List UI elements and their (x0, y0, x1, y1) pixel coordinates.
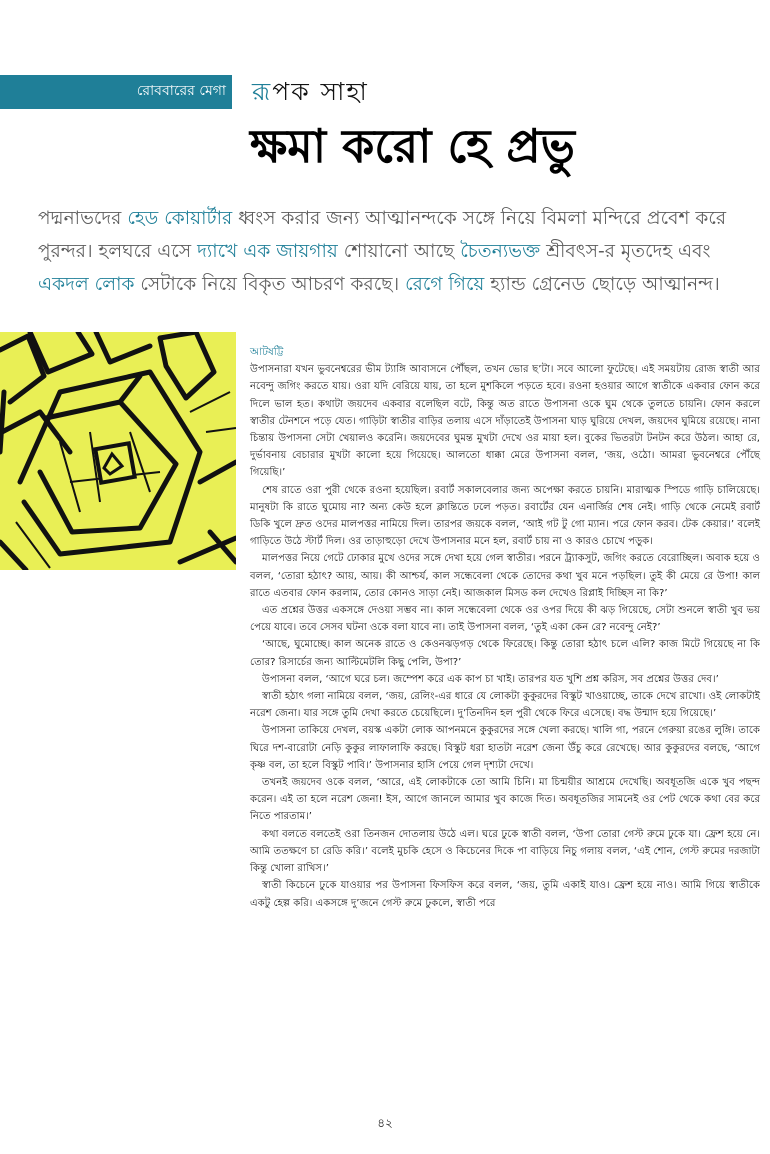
page-number: ৪২ (377, 1116, 393, 1130)
series-label: রোববারের মেগা (136, 83, 226, 99)
author-rest: পক সাহা (272, 77, 369, 106)
highlight-phrase: হেড কোয়ার্টার (127, 208, 233, 229)
paragraph: শেষ রাতে ওরা পুরী থেকে রওনা হয়েছিল। রবার্ট সকালবেলার জন্য অপেক্ষা করতে চায়নি। মারাত্মক স্পিডে গাড়ি চালিয়েছে। মানুষটা কি রাতে ঘুমোয় না? অন্য কেউ হলে ক্লান্তিতে ঢলে পড়ত। রবার্টের যেন এনার্জির শেষ নেই। গাড়ি থেকে নেমেই রবার্ট ডিকি খুলে দ্রুত ওদের মালপত্তর নামিয়ে দিল। তারপর জয়কে বলল, ‘আই গট টু গো ম্যান। পরে ফোন করব। টেক কেয়ার।’ বলেই গাড়িতে উঠে স্টার্ট দিল। ওর তাড়াহুড়ো দেখে উপাসনার মনে হল, রবার্ট চায় না ও কারও চোখে পড়ুক। (250, 484, 760, 548)
author-initial: রূ (252, 77, 273, 106)
paragraph: স্বাতী কিচেনে ঢুকে যাওয়ার পর উপাসনা ফিসফিস করে বলল, ‘জয়, তুমি একাই যাও। ফ্রেশ হয়ে নাও। আমি গিয়ে স্বাতীকে একটু হেল্প করি। একসঙ্গে দু’জনে গেস্ট রুমে ঢুকলে, স্বাতী পরে (250, 880, 760, 909)
author-name (252, 72, 369, 115)
paragraph: উপাসনারা যখন ভুবনেশ্বরের ভীম ট্যাঙ্গি আবাসনে পৌঁছল, তখন ভোর ছ’টা। সবে আলো ফুটেছে। এই সময়টায় রোজ স্বাতী আর নবেন্দু জগিং করতে যায়। ওরা যদি বেরিয়ে যায়, তা হলে মুশকিলে পড়তে হবে। রওনা হওয়ার আগে স্বাতীকে একবার ফোন করে দিলে ভাল হত। কথাটা জয়দেব একবার বলেছিল বটে, কিন্তু অত রাতে উপাসনা ওকে ঘুম থেকে তুলতে চায়নি। ফোন করলে স্বাতীর টেনশনে পড়ে যেত। গাড়িটা স্বাতীর বাড়ির তলায় এসে দাঁড়াতেই উপাসনা ঘাড় ঘুরিয়ে দেখল, জয়দেব ঘুমিয়ে রয়েছে। নানা চিন্তায় উপাসনা সেটা খেয়ালও করেনি। জয়দেবের ঘুমন্ত মুখটা দেখে ওর মায়া হল। বুকের ভিতরটা টনটন করে উঠল। আহা রে, দুর্ভাবনায় বেচারার মুখটা কালো হয়ে গিয়েছে। আলতো ধাক্কা মেরে উপাসনা বলল, ‘জয়, ওঠো। আমরা ভুবনেশ্বরে পৌঁছে গিয়েছি।’ (250, 364, 760, 479)
paragraph: এত প্রশ্নের উত্তর একসঙ্গে দেওয়া সম্ভব না। কাল সন্ধেবেলা থেকে ওর ওপর দিয়ে কী ঝড় গিয়েছে, সেটা শুনলে স্বাতী খুব ভয় পেয়ে যাবে। তবে সেসব ঘটনা ওকে বলা যাবে না। তাই উপাসনা বলল, ‘তুই একা কেন রে? নবেন্দু নেই?’ (250, 605, 760, 634)
paragraph: মালপত্তর নিয়ে গেটে ঢোকার মুখে ওদের সঙ্গে দেখা হয়ে গেল স্বাতীর। পরনে ট্র্যাকসুট, জগিং করতে বেরোচ্ছিল। অবাক হয়ে ও বলল, ‘তোরা হঠাৎ? আয়, আয়। কী আশ্চর্য, কাল সন্ধেবেলা থেকে তোদের কথা খুব মনে পড়ছিল। তুই কী মেয়ে রে উপা! কাল রাতে এতবার ফোন করলাম, তোর কোনও সাড়া নেই। আজকাল মিসড কল দেখেও রিপ্লাই দিচ্ছিস না কি?’ (250, 553, 760, 599)
chapter-number: আটষট্টি (250, 346, 284, 358)
intro-summary: পদ্মনাভদের হেড কোয়ার্টার ধ্বংস করার জন্য আত্মানন্দকে সঙ্গে নিয়ে বিমলা মন্দিরে প্রবেশ করে পুরন্দর। হলঘরে এসে দ্যাখে এক জায়গায় শোয়ানো আছে চৈতন্যভক্ত শ্রীবৎস-র মৃতদেহ এবং একদল লোক সেটাকে নিয়ে বিকৃত আচরণ করছে। রেগে গিয়ে হ্যান্ড গ্রেনেড ছোড়ে আত্মানন্দ। (38, 208, 727, 295)
paragraph: স্বাতী হঠাৎ গলা নামিয়ে বলল, ‘জয়, রেলিং-এর ধারে যে লোকটা কুকুরদের বিস্কুট খাওয়াচ্ছে, তাকে দেখে রাখো। ওই লোকটাই নরেশ জেনা। যার সঙ্গে তুমি দেখা করতে চেয়েছিলে। দু’তিনদিন হল পুরী থেকে ফিরে এসেছে। বদ্ধ উন্মাদ হয়ে গিয়েছে।’ (250, 691, 760, 720)
story-title: ক্ষমা করো হে প্রভু (250, 119, 575, 173)
paragraph: উপাসনা বলল, ‘আগে ঘরে চল। জম্পেশ করে এক কাপ চা খাই। তারপর যত খুশি প্রশ্ন করিস, সব প্রশ্নের উত্তর দেব।’ (262, 673, 719, 685)
highlight-phrase: রেগে গিয়ে (405, 274, 485, 295)
highlight-phrase: চৈতন্যভক্ত (460, 241, 541, 262)
highlight-phrase: দ্যাখে এক জায়গায় (197, 241, 338, 262)
paragraph: কথা বলতে বলতেই ওরা তিনজন দোতলায় উঠে এল। ঘরে ঢুকে স্বাতী বলল, ‘উপা তোরা গেস্ট রুমে ঢুকে যা। ফ্রেশ হয়ে নে। আমি ততক্ষণে চা রেডি করি।’ বলেই মুচকি হেসে ও কিচেনের দিকে পা বাড়িয়ে নিচু গলায় বলল, ‘এই শোন, গেস্ট রুমের দরজাটা কিন্তু খোলা রাখিস।’ (250, 828, 760, 875)
paragraph: উপাসনা তাকিয়ে দেখল, বয়স্ক একটা লোক আপনমনে কুকুরদের সঙ্গে খেলা করছে। খালি গা, পরনে গেরুয়া রঙের লুঙ্গি। তাকে ঘিরে দশ-বারোটা নেড়ি কুকুর লাফালাফি করছে। বিস্কুট ধরা হাতটা নরেশ জেনা উঁচু করে রেখেছে। আর কুকুরদের বলছে, ‘আগে কৃষ্ণ বল, তা হলে বিস্কুট পাবি।’ উপাসনার হাসি পেয়ে গেল দৃশ্যটা দেখে। (250, 725, 760, 771)
illustration (0, 332, 236, 570)
illustration-drawing (0, 332, 236, 570)
paragraph: তখনই জয়দেব ওকে বলল, ‘আরে, এই লোকটাকে তো আমি চিনি। মা চিন্ময়ীর আশ্রমে দেখেছি। অবধূতজি একে খুব পছন্দ করেন। এই তা হলে নরেশ জেনা! ইস, আগে জানলে আমার খুব কাজে দিত। অবধূতজির সামনেই ওর পেট থেকে কথা বের করে নিতে পারতাম।’ (250, 777, 760, 823)
paragraph: ‘আছে, ঘুমোচ্ছে। কাল অনেক রাতে ও কেওনঝড়গড় থেকে ফিরেছে। কিন্তু তোরা হঠাৎ চলে এলি? কাজ মিটে গিয়েছে না কি তোর? রিসার্চের জন্য আল্টিমেটলি কিছু পেলি, উপা?’ (250, 639, 760, 668)
highlight-phrase: একদল লোক (38, 274, 135, 295)
article-body (250, 344, 760, 912)
series-banner (0, 75, 232, 109)
